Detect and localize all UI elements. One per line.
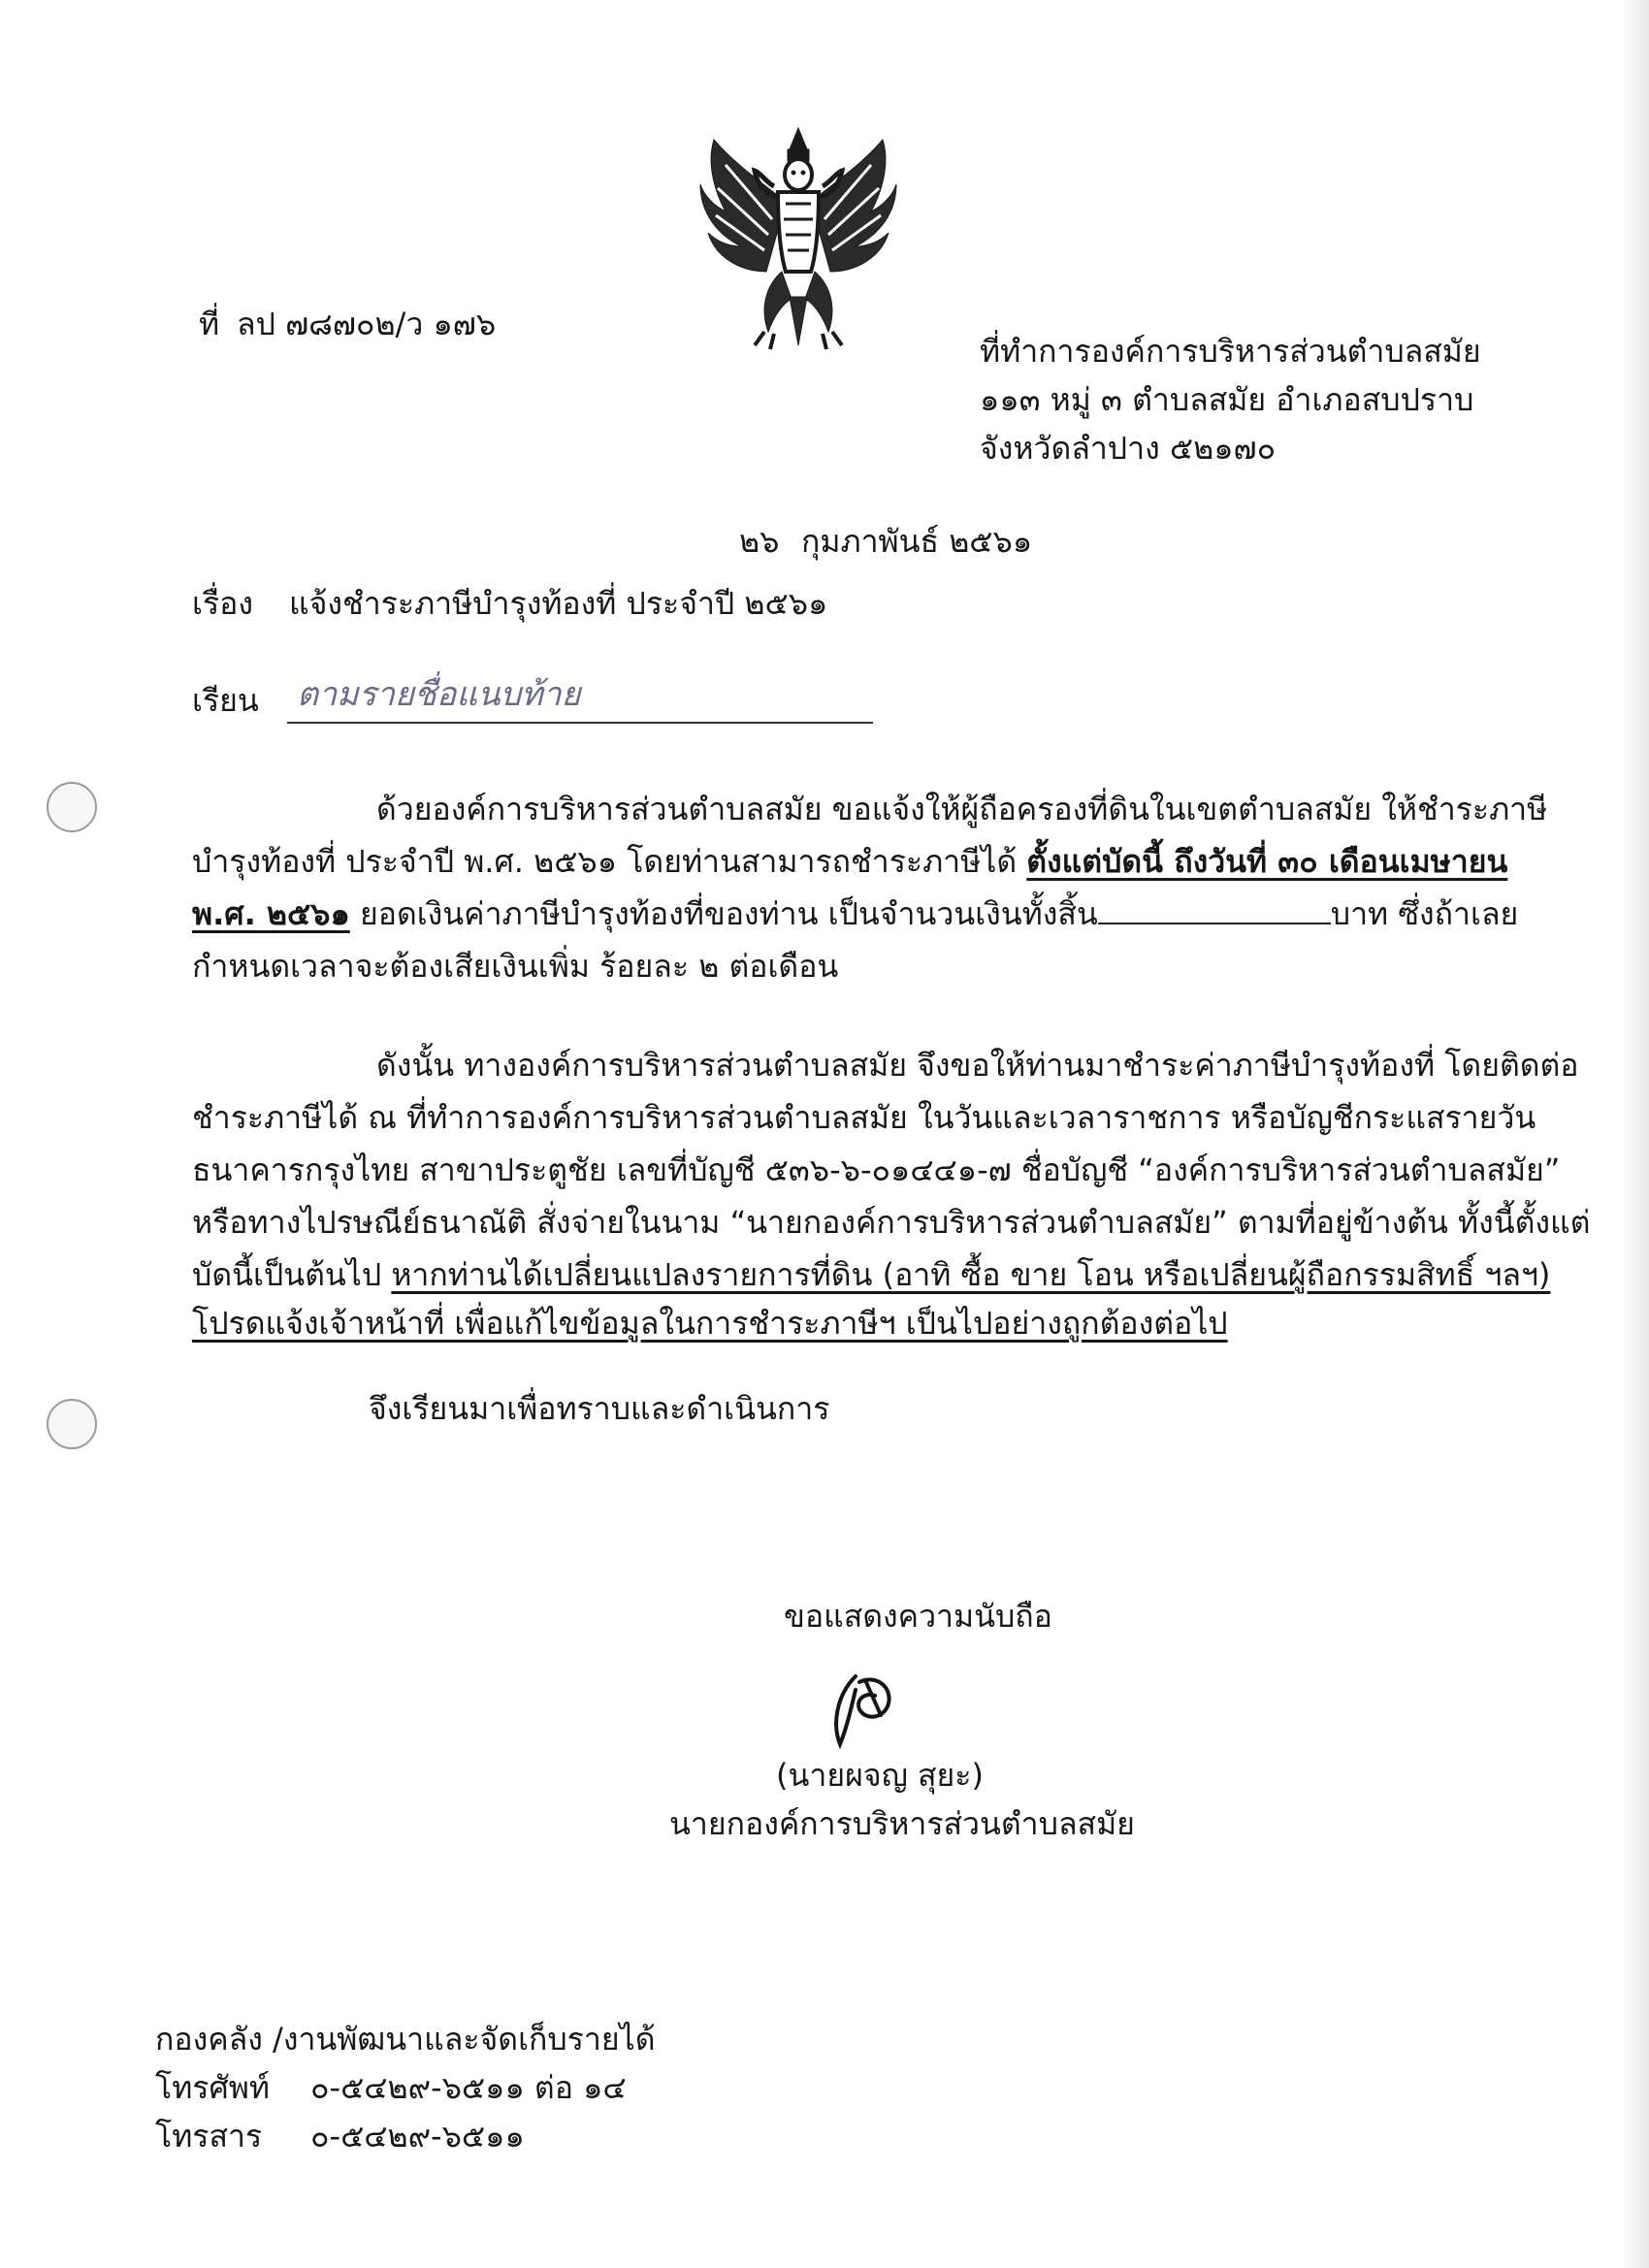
para1-line3 — [192, 891, 1518, 937]
subject-label: เรื่อง — [192, 585, 253, 622]
para2-line6: โปรดแจ้งเจ้าหน้าที่ เพื่อแก้ไขข้อมูลในการชำระภาษีฯ เป็นไปอย่างถูกต้องต่อไป — [192, 1305, 1228, 1342]
para2-line3: ธนาคารกรุงไทย สาขาประตูชัย เลขที่บัญชี ๕๓๖-๖-๐๑๔๔๑-๗ ชื่อบัญชี “องค์การบริหารส่วนตำบลสมัย” — [192, 1151, 1561, 1188]
signer-title: นายกองค์การบริหารส่วนตำบลสมัย — [669, 1805, 1135, 1842]
footer-tel-value: ๐-๕๔๒๙-๖๕๑๑ ต่อ ๑๔ — [310, 2069, 627, 2106]
para2-line2: ชำระภาษีได้ ณ ที่ทำการองค์การบริหารส่วนตำบลสมัย ในวันและเวลาราชการ หรือบัญชีกระแสรายวัน — [192, 1099, 1536, 1136]
to-underline — [287, 722, 873, 724]
para1-line2-text: บำรุงท้องที่ ประจำปี พ.ศ. ๒๕๖๑ โดยท่านสามารถชำระภาษีได้ — [192, 843, 1027, 880]
para1-currency: บาท ซึ่งถ้าเลย — [1330, 895, 1519, 932]
footer-tel-label: โทรศัพท์ — [155, 2069, 270, 2106]
punch-hole-top — [47, 782, 97, 832]
page-edge-shadow — [1620, 0, 1649, 2268]
to-label: เรียน — [192, 682, 259, 719]
footer-department: กองคลัง /งานพัฒนาและจัดเก็บรายได้ — [155, 2021, 656, 2057]
para1-line2 — [192, 838, 1507, 885]
signer-name: (นายผจญ สุยะ) — [776, 1757, 984, 1794]
office-address: ๑๑๓ หมู่ ๓ ตำบลสมัย อำเภอสบปราบ — [980, 381, 1474, 418]
garuda-emblem-icon — [696, 126, 900, 351]
para2-line4: หรือทางไปรษณีย์ธนาณัติ สั่งจ่ายในนาม “นายกองค์การบริหารส่วนตำบลสมัย” ตามที่อยู่ข้างต้น ทั้งนี้ตั้งแต่ — [192, 1204, 1591, 1241]
para1-year: พ.ศ. ๒๕๖๑ — [192, 895, 350, 932]
office-name: ที่ทำการองค์การบริหารส่วนตำบลสมัย — [980, 333, 1481, 370]
para2-notice: หากท่านได้เปลี่ยนแปลงรายการที่ดิน (อาทิ ซื้อ ขาย โอน หรือเปลี่ยนผู้ถือกรรมสิทธิ์ ฯลฯ) — [391, 1256, 1551, 1293]
ref-number: ลป ๗๘๗๐๒/ว ๑๗๖ — [237, 306, 497, 342]
subject-text: แจ้งชำระภาษีบำรุงท้องที่ ประจำปี ๒๕๖๑ — [289, 585, 828, 622]
regards-text: ขอแสดงความนับถือ — [784, 1598, 1052, 1635]
ref-label: ที่ — [199, 306, 220, 342]
closing-text: จึงเรียนมาเพื่อทราบและดำเนินการ — [369, 1390, 830, 1427]
para1-line4: กำหนดเวลาจะต้องเสียเงินเพิ่ม ร้อยละ ๒ ต่อเดือน — [192, 948, 839, 985]
date-day: ๒๖ — [739, 523, 780, 560]
signature-icon — [826, 1667, 904, 1754]
para2-line5-text: บัดนี้เป็นต้นไป — [192, 1256, 392, 1293]
para2-line1: ดังนั้น ทางองค์การบริหารส่วนตำบลสมัย จึงขอให้ท่านมาชำระค่าภาษีบำรุงท้องที่ โดยติดต่อ — [376, 1047, 1579, 1084]
punch-hole-bottom — [47, 1399, 97, 1449]
amount-blank — [1098, 893, 1331, 924]
para1-amount-text: ยอดเงินค่าภาษีบำรุงท้องที่ของท่าน เป็นจำนวนเงินทั้งสิ้น — [349, 895, 1098, 932]
to-handwritten: ตามรายชื่อแนบท้าย — [297, 675, 581, 714]
para1-deadline: ตั้งแต่บัดนี้ ถึงวันที่ ๓๐ เดือนเมษายน — [1026, 843, 1508, 880]
para2-line5 — [192, 1251, 1550, 1298]
footer-fax-value: ๐-๕๔๒๙-๖๕๑๑ — [310, 2118, 525, 2155]
office-province: จังหวัดลำปาง ๕๒๑๗๐ — [980, 430, 1277, 467]
para1-line1: ด้วยองค์การบริหารส่วนตำบลสมัย ขอแจ้งให้ผู้ถือครองที่ดินในเขตตำบลสมัย ให้ชำระภาษี — [376, 791, 1548, 827]
footer-fax-label: โทรสาร — [155, 2118, 263, 2155]
date-month-year: กุมภาพันธ์ ๒๕๖๑ — [801, 523, 1033, 560]
